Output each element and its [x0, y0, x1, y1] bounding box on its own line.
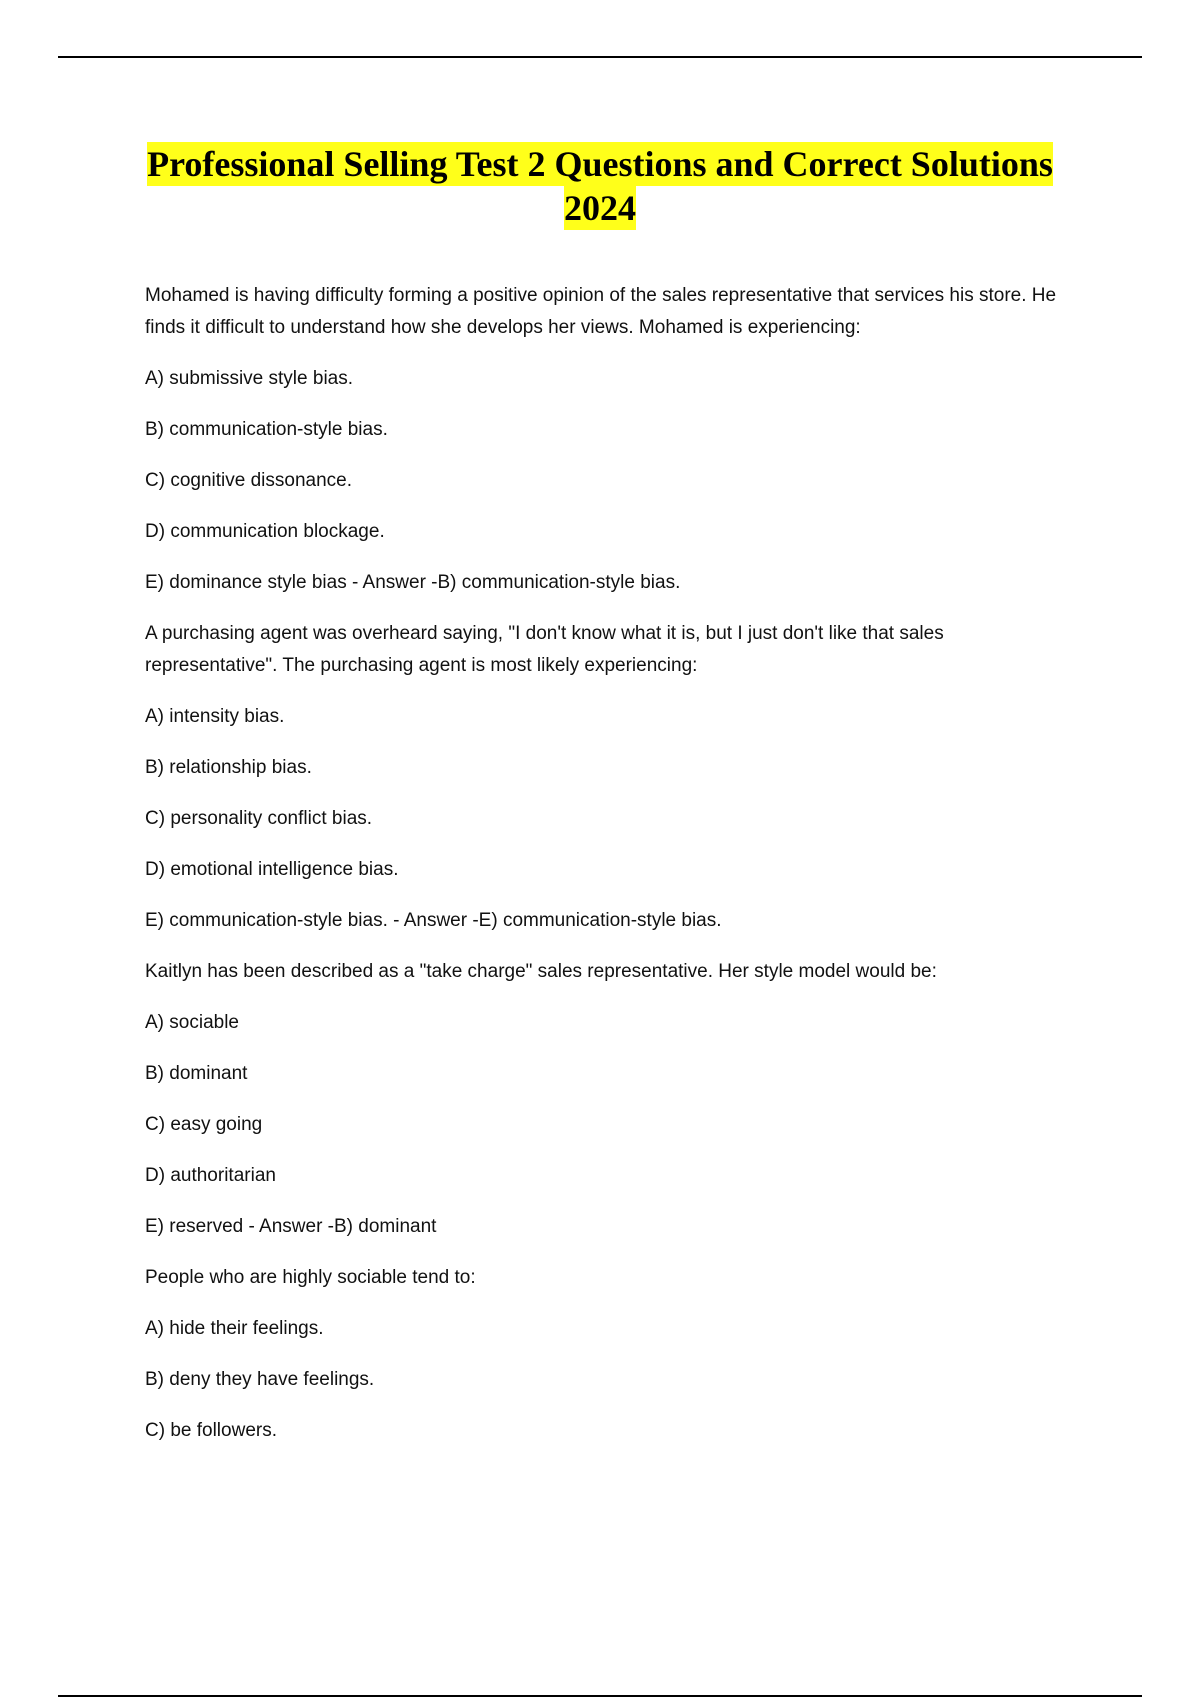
question-text: A purchasing agent was overheard saying, "I don't know what it is, but I just don't like that sales representative". The purchasing agent is most likely experiencing: — [145, 623, 944, 676]
answer-option: C) personality conflict bias. — [145, 808, 373, 829]
answer-option: A) intensity bias. — [145, 706, 285, 727]
document-title — [120, 142, 1080, 230]
answer-option: B) communication-style bias. — [145, 419, 388, 440]
answer-option: D) emotional intelligence bias. — [145, 859, 399, 880]
answer-option: A) hide their feelings. — [145, 1318, 324, 1339]
question-text: Mohamed is having difficulty forming a positive opinion of the sales representative that services his store. He finds it difficult to understand how she develops her views. Mohamed is experiencing: — [145, 285, 1057, 338]
answer-option: B) dominant — [145, 1063, 248, 1084]
header-rule — [58, 56, 1142, 58]
answer-option: B) relationship bias. — [145, 757, 312, 778]
answer-option: C) easy going — [145, 1114, 263, 1135]
question-block — [145, 956, 1060, 1243]
question-text: Kaitlyn has been described as a "take charge" sales representative. Her style model would be: — [145, 961, 937, 982]
answer-option: A) submissive style bias. — [145, 368, 354, 389]
document-body — [145, 280, 1060, 1466]
question-block — [145, 1262, 1060, 1447]
question-text: People who are highly sociable tend to: — [145, 1267, 476, 1288]
answer-option-with-answer: E) dominance style bias - Answer -B) communication-style bias. — [145, 572, 681, 593]
answer-option: A) sociable — [145, 1012, 239, 1033]
answer-option-with-answer: E) reserved - Answer -B) dominant — [145, 1216, 437, 1237]
question-block — [145, 280, 1060, 599]
answer-option: C) be followers. — [145, 1420, 277, 1441]
title-line-1: Professional Selling Test 2 Questions and Correct Solutions — [147, 144, 1053, 184]
answer-option-with-answer: E) communication-style bias. - Answer -E) communication-style bias. — [145, 910, 722, 931]
answer-option: D) communication blockage. — [145, 521, 385, 542]
answer-option: C) cognitive dissonance. — [145, 470, 352, 491]
answer-option: B) deny they have feelings. — [145, 1369, 375, 1390]
title-line-2: 2024 — [564, 188, 636, 228]
footer-rule — [58, 1695, 1142, 1697]
question-block — [145, 618, 1060, 937]
answer-option: D) authoritarian — [145, 1165, 276, 1186]
